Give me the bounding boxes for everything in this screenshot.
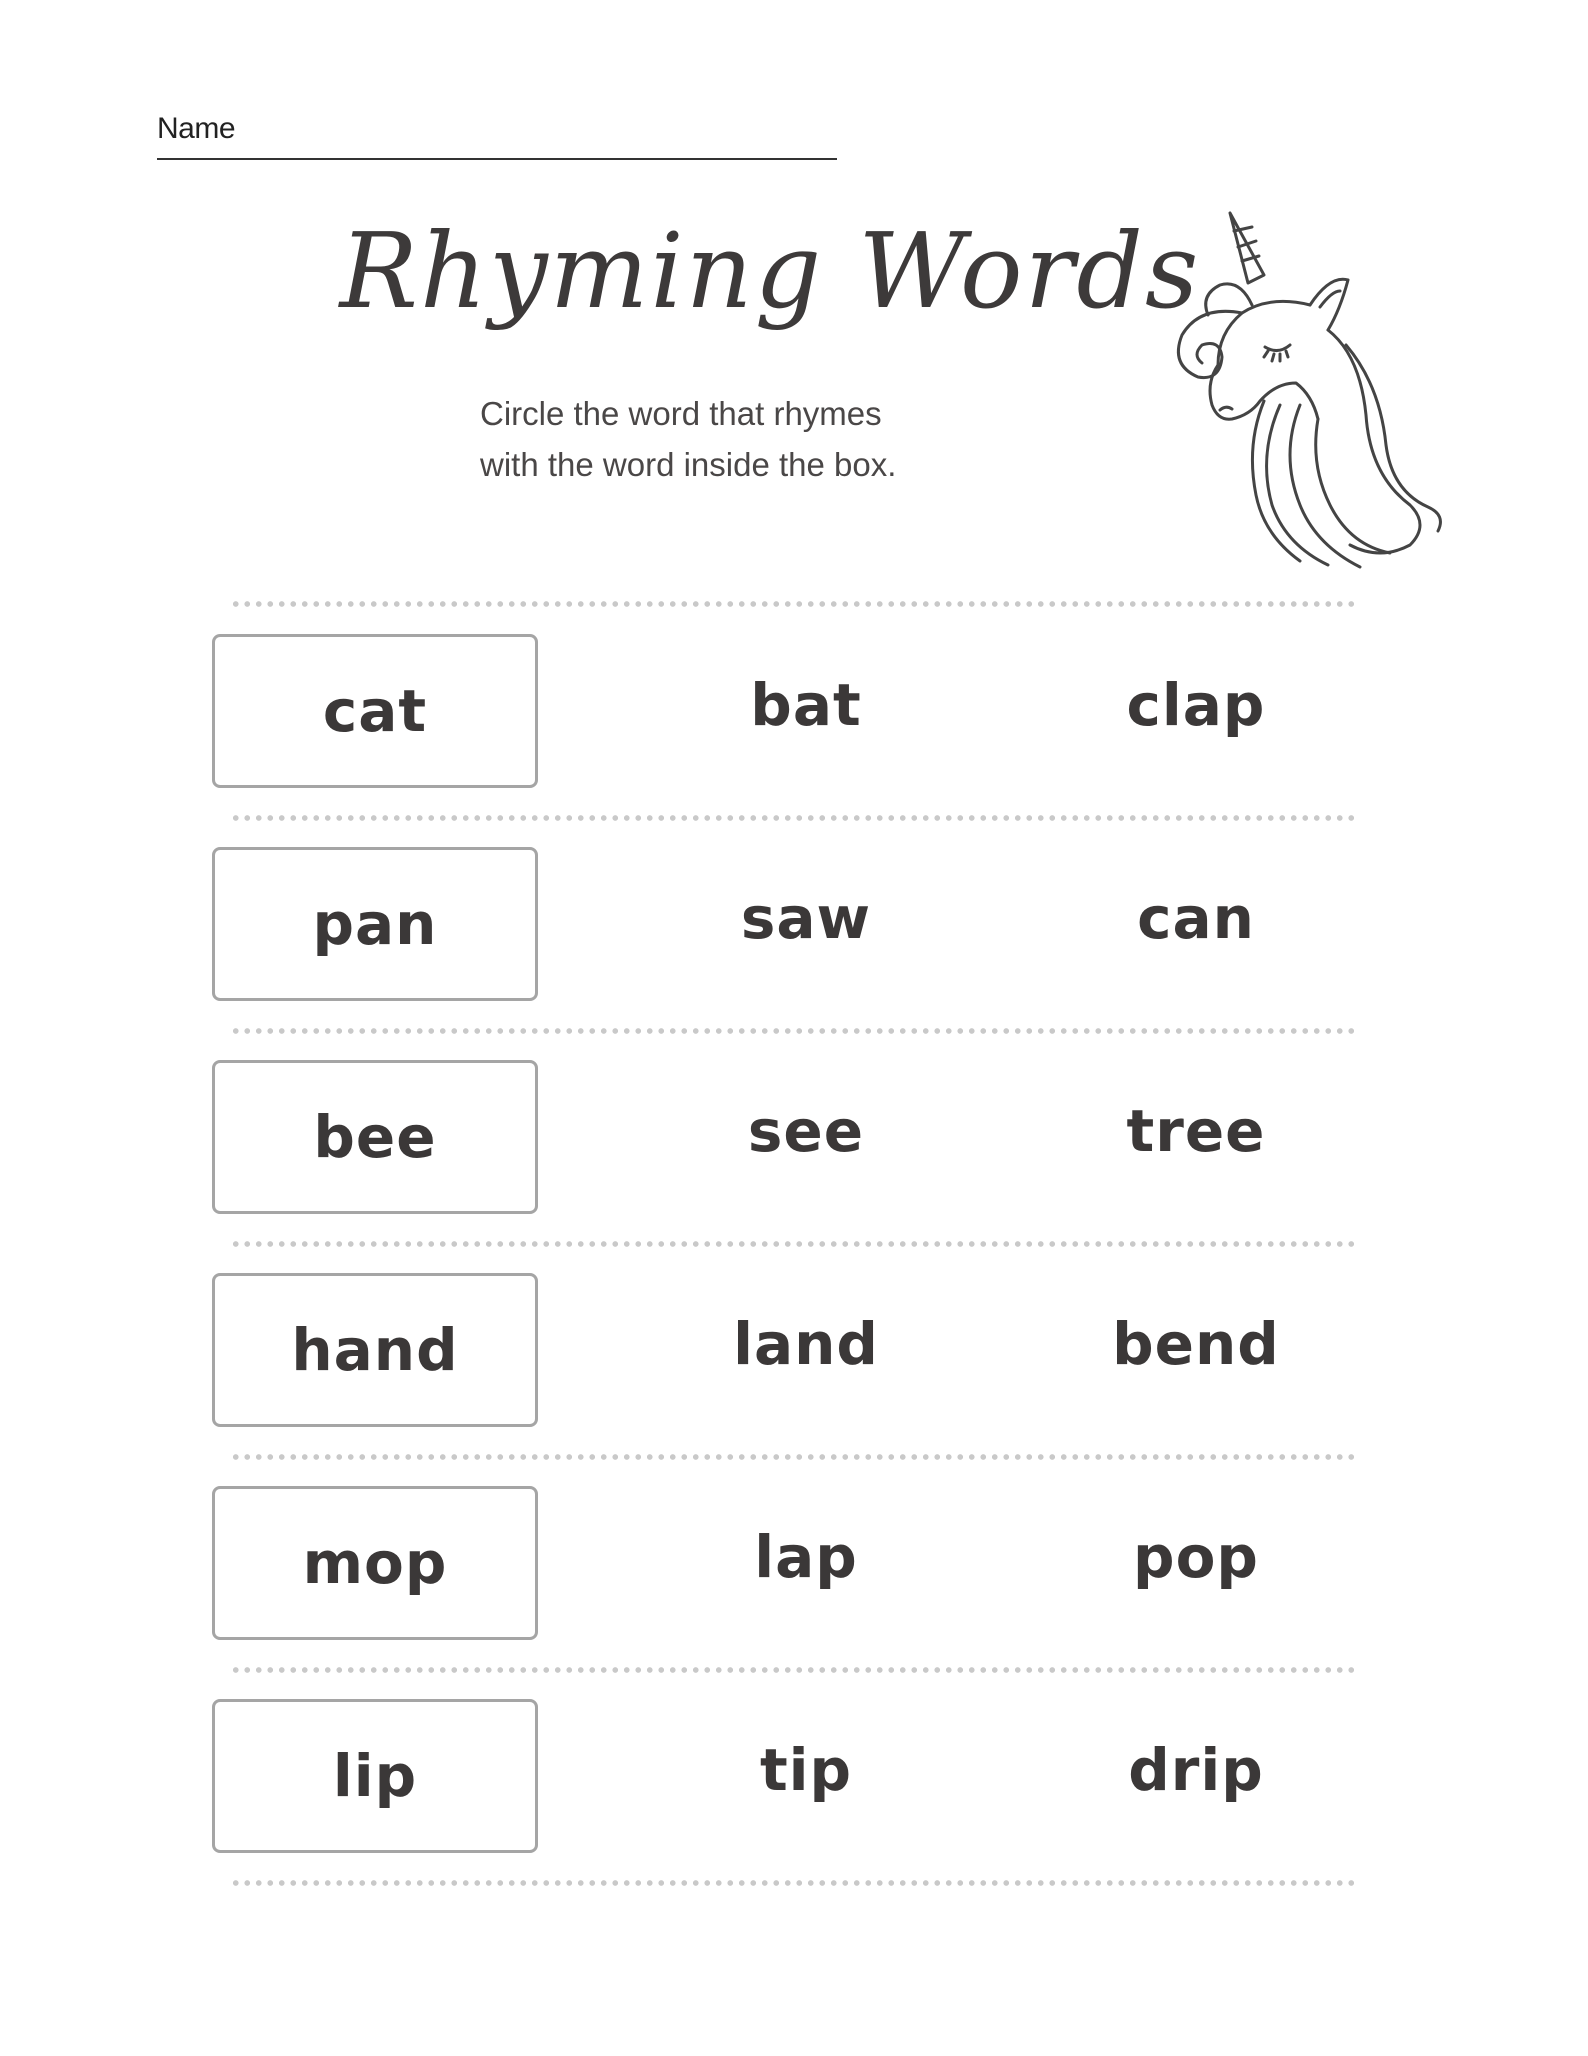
target-word-box [212,1273,538,1427]
separator [230,1027,1356,1035]
choice-word: saw [740,884,872,952]
rhyme-row [0,1273,1588,1433]
instructions-line-2: with the word inside the box. [480,446,897,483]
unicorn-icon [1160,205,1450,575]
choice-word: clap [1126,671,1266,739]
separator [230,1240,1356,1248]
target-word: lip [332,1742,418,1810]
target-word: pan [312,890,438,958]
instructions-line-1: Circle the word that rhymes [480,395,882,432]
page-title: Rhyming Words [339,210,1201,332]
name-label: Name [157,112,236,145]
target-word-box [212,1486,538,1640]
target-word-box [212,847,538,1001]
choice-word-option[interactable] [1046,1273,1346,1427]
target-word: cat [322,677,428,745]
target-word: hand [291,1316,459,1384]
target-word-box [212,1060,538,1214]
choice-word: pop [1133,1523,1259,1591]
separator [230,814,1356,822]
choice-word: bend [1112,1310,1280,1378]
separator [230,1666,1356,1674]
choice-word-option[interactable] [1046,847,1346,1001]
choice-word: bat [750,671,862,739]
rhyme-row [0,1699,1588,1859]
target-word: bee [313,1103,437,1171]
choice-word-option[interactable] [1046,1699,1346,1853]
choice-word-option[interactable] [1046,1060,1346,1214]
choice-word: tip [759,1736,853,1804]
choice-word-option[interactable] [656,847,956,1001]
choice-word-option[interactable] [656,1060,956,1214]
name-line[interactable] [157,158,837,160]
target-word-box [212,1699,538,1853]
target-word-box [212,634,538,788]
rhyme-row [0,1486,1588,1646]
choice-word-option[interactable] [656,1699,956,1853]
rhyme-row [0,1060,1588,1220]
choice-word-option[interactable] [1046,1486,1346,1640]
rhyme-row [0,634,1588,794]
choice-word-option[interactable] [656,634,956,788]
separator [230,600,1356,608]
choice-word: see [747,1097,865,1165]
choice-word: can [1137,884,1255,952]
choice-word: drip [1128,1736,1264,1804]
choice-word: tree [1126,1097,1266,1165]
separator [230,1453,1356,1461]
separator [230,1879,1356,1887]
instructions [480,388,1080,490]
rhyme-row [0,847,1588,1007]
choice-word: land [733,1310,879,1378]
choice-word: lap [754,1523,858,1591]
choice-word-option[interactable] [656,1486,956,1640]
choice-word-option[interactable] [656,1273,956,1427]
choice-word-option[interactable] [1046,634,1346,788]
target-word: mop [302,1529,448,1597]
